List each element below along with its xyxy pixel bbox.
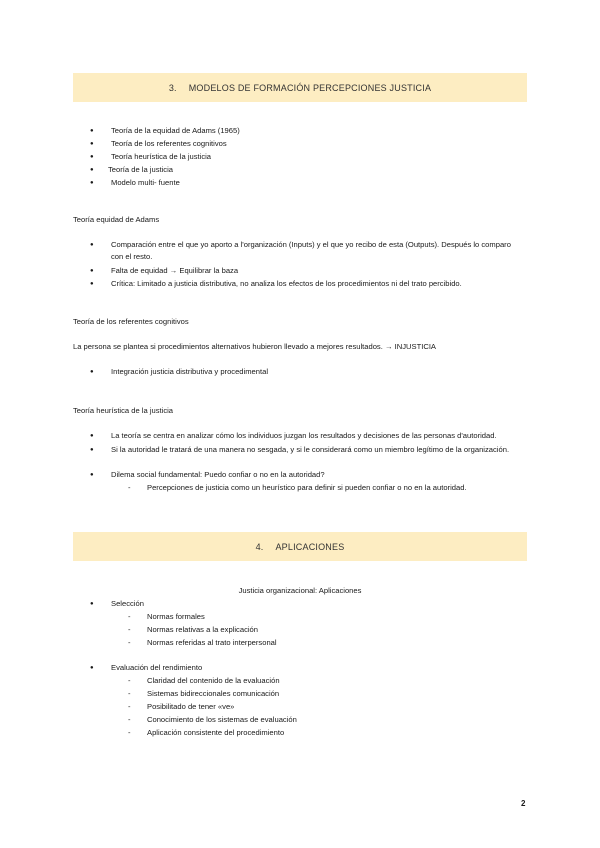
bullet-icon: ● <box>90 154 94 160</box>
dash-icon: - <box>128 728 131 737</box>
sub-list-item: Normas referidas al trato interpersonal <box>147 638 277 647</box>
section-title: APLICACIONES <box>275 541 345 552</box>
sub-list-item: Posibilitado de tener «ve» <box>147 702 235 711</box>
list-item: Si la autoridad le tratará de una manera no sesgada, y si le considerará como un miembro legítimo de la organización. <box>111 445 510 454</box>
list-item: Teoría de la justicia <box>108 165 174 174</box>
heuristica-heading: Teoría heurística de la justicia <box>73 406 174 415</box>
list-item: Dilema social fundamental: Puedo confiar o no en la autoridad? <box>111 470 325 479</box>
aplicaciones-heading: Justicia organizacional: Aplicaciones <box>238 586 362 595</box>
list-item: Teoría de la equidad de Adams (1965) <box>111 126 240 135</box>
sub-list-item: Conocimiento de los sistemas de evaluación <box>147 715 297 724</box>
list-item: Comparación entre el que yo aporto a l'organización (Inputs) y el que yo recibo de esta (Outputs). Después lo comparo con el resto. <box>111 240 511 261</box>
sub-list-item: Normas formales <box>147 612 205 621</box>
dash-icon: - <box>128 715 131 724</box>
page-number: 2 <box>521 799 526 808</box>
sub-list-item: Claridad del contenido de la evaluación <box>147 676 280 685</box>
bullet-icon: ● <box>90 141 94 147</box>
list-item: Evaluación del rendimiento <box>111 663 203 672</box>
dash-icon: - <box>128 625 131 634</box>
adams-heading: Teoría equidad de Adams <box>73 215 160 224</box>
bullet-icon: ● <box>90 167 94 173</box>
section-number: 4. <box>255 541 264 552</box>
bullet-icon: ● <box>90 601 94 607</box>
dash-icon: - <box>128 483 131 492</box>
bullet-icon: ● <box>90 472 94 478</box>
bullet-icon: ● <box>90 128 94 134</box>
sub-list-item: Normas relativas a la explicación <box>147 625 258 634</box>
list-item: Teoría heurística de la justicia <box>111 152 212 161</box>
bullet-icon: ● <box>90 665 94 671</box>
bullet-icon: ● <box>90 433 94 439</box>
list-item: Crítica: Limitado a justicia distributiva, no analiza los efectos de los procedimientos ni del trato percibido. <box>111 279 462 288</box>
bullet-icon: ● <box>90 447 94 453</box>
section-number: 3. <box>168 82 177 93</box>
bullet-icon: ● <box>90 180 94 186</box>
section-3-header <box>73 73 527 102</box>
sub-list-item: Sistemas bidireccionales comunicación <box>147 689 280 698</box>
bullet-icon: ● <box>90 369 94 375</box>
referentes-heading: Teoría de los referentes cognitivos <box>73 317 189 326</box>
bullet-icon: ● <box>90 268 94 274</box>
dash-icon: - <box>128 689 131 698</box>
dash-icon: - <box>128 638 131 647</box>
list-item: Falta de equidad → Equilibrar la baza <box>111 266 239 275</box>
list-item: Teoría de los referentes cognitivos <box>111 139 227 148</box>
list-item: La teoría se centra en analizar cómo los individuos juzgan los resultados y decisiones de las personas d'autoridad. <box>111 431 497 440</box>
referentes-paragraph: La persona se plantea si procedimientos alternativos hubieron llevado a mejores resultados. → INJUSTICIA <box>73 342 436 351</box>
bullet-icon: ● <box>90 242 94 248</box>
dash-icon: - <box>128 612 131 621</box>
sub-list-item: Percepciones de justicia como un heurístico para definir si pueden confiar o no en la autoridad. <box>147 483 467 492</box>
section-title: MODELOS DE FORMACIÓN PERCEPCIONES JUSTICIA <box>188 82 432 93</box>
dash-icon: - <box>128 676 131 685</box>
sub-list-item: Aplicación consistente del procedimiento <box>147 728 285 737</box>
list-item: Modelo multi- fuente <box>111 178 180 187</box>
list-item: Integración justicia distributiva y procedimental <box>111 367 269 376</box>
list-item: Selección <box>111 599 144 608</box>
bullet-icon: ● <box>90 281 94 287</box>
dash-icon: - <box>128 702 131 711</box>
section-4-header <box>73 532 527 561</box>
